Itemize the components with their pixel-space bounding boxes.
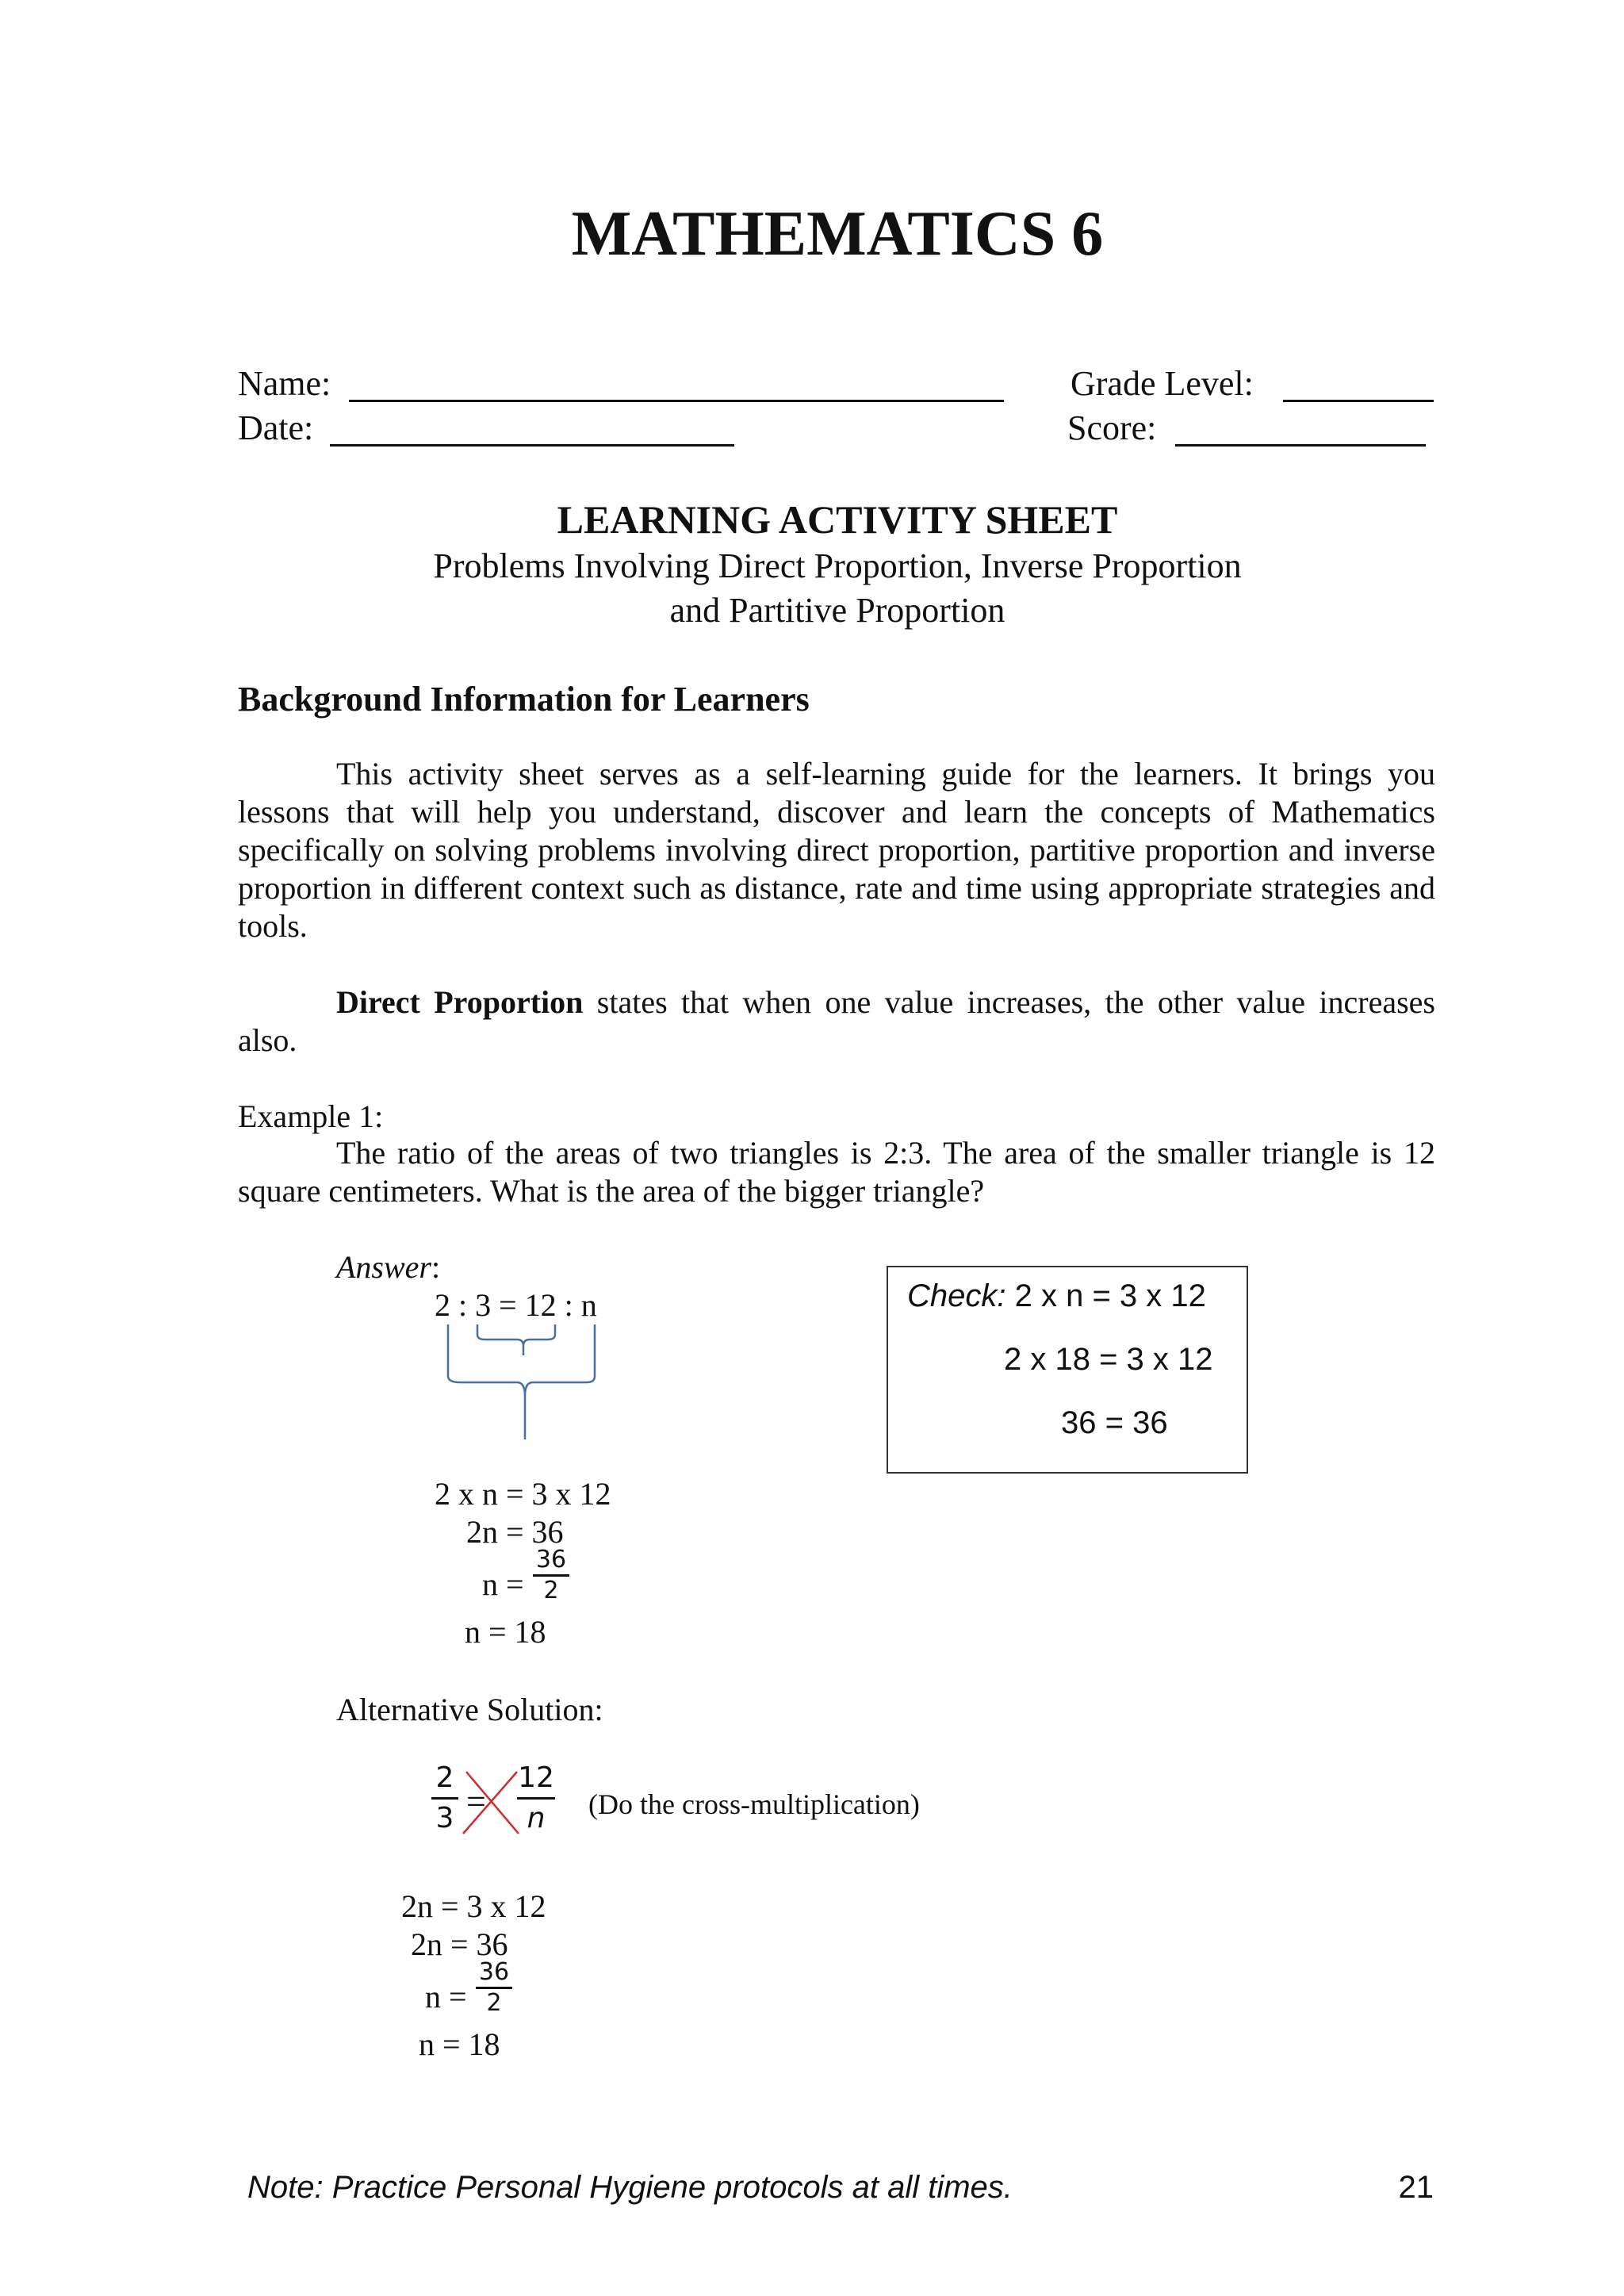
date-label: Date: bbox=[238, 408, 314, 447]
background-heading: Background Information for Learners bbox=[238, 680, 810, 719]
answer-label bbox=[336, 1248, 440, 1286]
fraction-denominator: n bbox=[527, 1802, 546, 1834]
sheet-subtitle-line1: Problems Involving Direct Proportion, Inverse Proportion bbox=[433, 546, 1242, 585]
direct-proportion-term: Direct Proportion bbox=[336, 984, 584, 1020]
check-line3: 36 = 36 bbox=[1061, 1405, 1168, 1440]
inner-brace bbox=[477, 1324, 555, 1355]
background-paragraph: This activity sheet serves as a self-learning guide for the learners. It brings you lessons that will help you understand, discover and learn the concepts of Mathematics specifically on solving problems involving direct proportion, partitive proportion and inverse proportion in different context such as distance, rate and time using appropriate strategies and tools. bbox=[238, 756, 1435, 944]
solution-step3-fraction bbox=[533, 1548, 569, 1603]
alternative-fraction-left bbox=[431, 1761, 458, 1834]
sheet-subtitle-line2: and Partitive Proportion bbox=[669, 591, 1005, 630]
fraction-denominator: 2 bbox=[543, 1577, 559, 1604]
means-extremes-brace-diagram bbox=[428, 1320, 603, 1447]
check-line2: 2 x 18 = 3 x 12 bbox=[1004, 1342, 1213, 1377]
solution-step1: 2 x n = 3 x 12 bbox=[435, 1476, 611, 1512]
fraction-numerator: 2 bbox=[435, 1761, 454, 1794]
alternative-step4: n = 18 bbox=[419, 2026, 500, 2062]
answer-label-text: Answer bbox=[336, 1249, 431, 1285]
alternative-step3-fraction bbox=[476, 1958, 512, 2017]
solution-step4: n = 18 bbox=[465, 1614, 546, 1650]
fraction-denominator: 2 bbox=[486, 1989, 502, 2017]
grade-level-field[interactable] bbox=[1071, 363, 1254, 404]
alternative-step2: 2n = 36 bbox=[411, 1926, 508, 1962]
solution-step2: 2n = 36 bbox=[466, 1514, 564, 1550]
solution-step3-lhs: n = bbox=[482, 1566, 524, 1602]
fraction-numerator: 12 bbox=[518, 1761, 554, 1794]
answer-label-colon: : bbox=[431, 1249, 441, 1285]
date-blank-line[interactable] bbox=[330, 444, 734, 447]
alternative-step3-lhs: n = bbox=[425, 1979, 467, 2014]
page-title: MATHEMATICS 6 bbox=[571, 199, 1104, 269]
name-blank-line[interactable] bbox=[349, 400, 1004, 402]
score-label: Score: bbox=[1067, 408, 1157, 447]
footer-note: Note: Practice Personal Hygiene protocols at all times. bbox=[247, 2170, 1013, 2205]
check-line1-text: 2 x n = 3 x 12 bbox=[1014, 1278, 1206, 1313]
example-problem: The ratio of the areas of two triangles is 2:3. The area of the smaller triangle is 12 square centimeters. What is the area of the bigger triangle? bbox=[238, 1135, 1435, 1209]
direct-proportion-text: states that when one value increases, the other value increases also. bbox=[238, 984, 1436, 1058]
sheet-heading: LEARNING ACTIVITY SHEET bbox=[557, 497, 1118, 542]
page-number: 21 bbox=[1398, 2170, 1434, 2205]
proportion-equation: 2 : 3 = 12 : n bbox=[435, 1287, 597, 1323]
grade-level-blank-line[interactable] bbox=[1283, 400, 1434, 402]
alternative-step1: 2n = 3 x 12 bbox=[401, 1888, 546, 1924]
score-field[interactable] bbox=[1067, 408, 1156, 448]
fraction-denominator: 3 bbox=[435, 1802, 454, 1834]
fraction-numerator: 36 bbox=[535, 1546, 567, 1573]
cross-multiplication-icon bbox=[458, 1765, 523, 1838]
alternative-equals: = bbox=[466, 1782, 486, 1821]
check-line1 bbox=[907, 1278, 1206, 1314]
score-blank-line[interactable] bbox=[1175, 444, 1426, 447]
name-field[interactable] bbox=[238, 363, 331, 404]
alternative-label: Alternative Solution: bbox=[336, 1692, 603, 1727]
example-label: Example 1: bbox=[238, 1098, 384, 1134]
grade-level-label: Grade Level: bbox=[1071, 364, 1254, 403]
date-field[interactable] bbox=[238, 408, 313, 448]
direct-proportion-definition bbox=[238, 983, 1435, 1060]
name-label: Name: bbox=[238, 364, 331, 403]
check-label: Check: bbox=[907, 1278, 1006, 1313]
fraction-numerator: 36 bbox=[478, 1958, 510, 1986]
fraction-bar bbox=[431, 1797, 458, 1800]
cross-multiplication-note: (Do the cross-multiplication) bbox=[588, 1788, 920, 1820]
